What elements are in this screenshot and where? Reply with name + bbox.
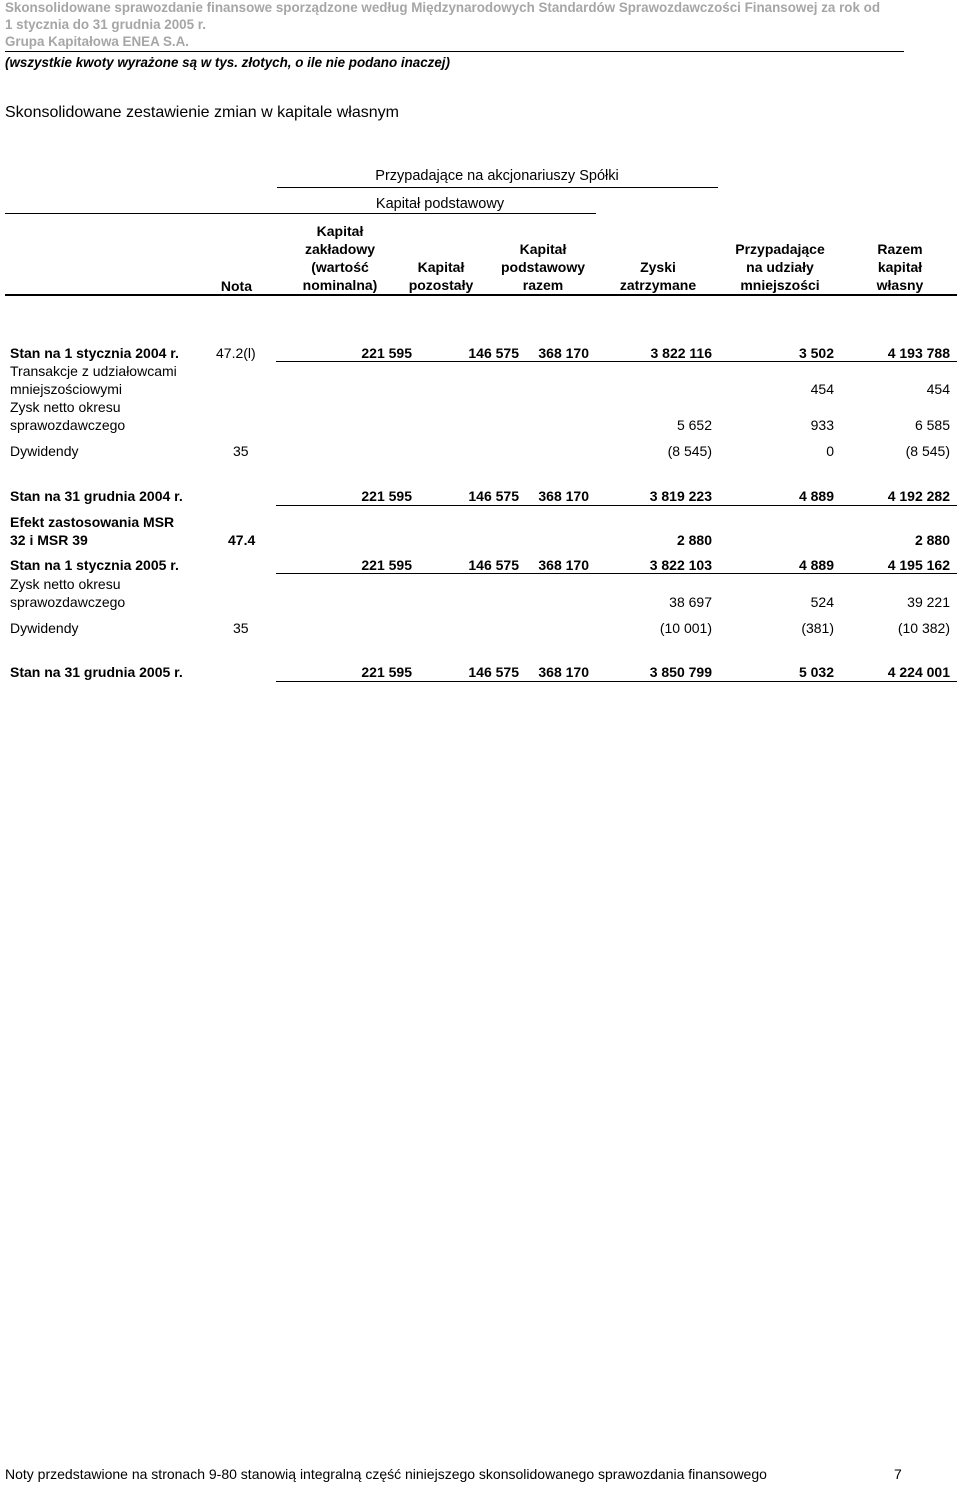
cell-retained-earnings: 3 819 223 bbox=[649, 488, 712, 504]
column-header-total-equity bbox=[855, 240, 945, 294]
column-header-divider bbox=[5, 294, 957, 296]
column-header-line: Zyski bbox=[640, 259, 676, 275]
row-label-balance-2004-12-31: Stan na 31 grudnia 2004 r. bbox=[10, 488, 183, 504]
page-footer-note: Noty przedstawione na stronach 9-80 stanowią integralną część niniejszego skonsolidowanego sprawozdania finansowego bbox=[5, 1466, 767, 1482]
row-label-ias32-ias39-effect bbox=[10, 513, 174, 549]
cell-total-equity: 2 880 bbox=[914, 532, 950, 548]
row-label-line: sprawozdawczego bbox=[10, 417, 126, 433]
column-header-line: mniejszości bbox=[740, 277, 820, 293]
cell-minority-interest: 5 032 bbox=[798, 664, 834, 680]
cell-minority-interest: (381) bbox=[801, 620, 834, 636]
document-header-line2: 1 stycznia do 31 grudnia 2005 r. bbox=[5, 17, 206, 32]
row-label-line: Efekt zastosowania MSR bbox=[10, 514, 175, 530]
cell-retained-earnings: 3 822 116 bbox=[650, 345, 712, 361]
row-label-net-profit-2004 bbox=[10, 398, 125, 434]
cell-retained-earnings: 3 822 103 bbox=[649, 557, 712, 573]
cell-retained-earnings: (8 545) bbox=[667, 443, 712, 459]
cell-minority-interest: 4 889 bbox=[798, 557, 834, 573]
cell-total-equity: (10 382) bbox=[897, 620, 950, 636]
column-header-share-capital-total bbox=[490, 240, 596, 294]
cell-minority-interest: 933 bbox=[810, 417, 834, 433]
cell-minority-interest: 4 889 bbox=[798, 488, 834, 504]
cell-share-capital-total: 368 170 bbox=[538, 345, 589, 361]
cell-total-equity: 6 585 bbox=[914, 417, 950, 433]
cell-retained-earnings: 3 850 799 bbox=[649, 664, 712, 680]
cell-other-capital: 146 575 bbox=[468, 557, 519, 573]
cell-retained-earnings: 38 697 bbox=[669, 594, 712, 610]
row-underline bbox=[276, 505, 957, 506]
cell-retained-earnings: 5 652 bbox=[676, 417, 712, 433]
cell-share-capital-nominal: 221 595 bbox=[361, 488, 412, 504]
column-header-line: Przypadające bbox=[735, 241, 825, 257]
row-nota: 47.4 bbox=[228, 532, 256, 548]
cell-share-capital-nominal: 221 595 bbox=[361, 557, 412, 573]
column-header-nota: Nota bbox=[220, 278, 252, 294]
cell-total-equity: 39 221 bbox=[907, 594, 950, 610]
cell-minority-interest: 3 502 bbox=[798, 345, 834, 361]
row-underline bbox=[276, 361, 957, 362]
cell-other-capital: 146 575 bbox=[468, 345, 519, 361]
row-underline bbox=[276, 573, 957, 574]
row-label-dividends-2005: Dywidendy bbox=[10, 620, 79, 636]
row-nota: 47.2(l) bbox=[216, 345, 256, 361]
cell-share-capital-nominal: 221 595 bbox=[361, 664, 412, 680]
cell-other-capital: 146 575 bbox=[468, 664, 519, 680]
company-name: Grupa Kapitałowa ENEA S.A. bbox=[5, 34, 190, 49]
row-label-line: 32 i MSR 39 bbox=[10, 532, 88, 548]
row-nota: 35 bbox=[233, 443, 249, 459]
column-header-line: Kapitał bbox=[519, 241, 567, 257]
cell-total-equity: 4 192 282 bbox=[887, 488, 950, 504]
row-label-line: sprawozdawczego bbox=[10, 594, 126, 610]
column-header-line: Kapitał bbox=[417, 259, 465, 275]
cell-retained-earnings: 2 880 bbox=[676, 532, 712, 548]
cell-minority-interest: 524 bbox=[810, 594, 834, 610]
column-header-share-capital-nominal bbox=[290, 222, 390, 294]
row-label-balance-2005-01-01: Stan na 1 stycznia 2005 r. bbox=[10, 557, 179, 573]
column-header-line: kapitał bbox=[877, 259, 923, 275]
page-title: Skonsolidowane zestawienie zmian w kapitale własnym bbox=[5, 104, 399, 121]
cell-total-equity: (8 545) bbox=[905, 443, 950, 459]
row-label-line: mniejszościowymi bbox=[10, 381, 123, 397]
column-header-line: (wartość bbox=[311, 259, 369, 275]
column-header-line: pozostały bbox=[408, 277, 474, 293]
row-label-line: Transakcje z udziałowcami bbox=[10, 363, 177, 379]
column-header-retained-earnings bbox=[610, 258, 706, 294]
row-nota: 35 bbox=[233, 620, 249, 636]
amounts-note: (wszystkie kwoty wyrażone są w tys. złotych, o ile nie podano inaczej) bbox=[5, 55, 450, 70]
column-header-minority-interest bbox=[720, 240, 840, 294]
column-header-line: zatrzymane bbox=[619, 277, 697, 293]
group-underline-shareholders bbox=[277, 187, 718, 188]
column-header-line: podstawowy bbox=[500, 259, 585, 275]
cell-other-capital: 146 575 bbox=[468, 488, 519, 504]
column-header-line: Razem bbox=[877, 241, 923, 257]
document-header-line1: Skonsolidowane sprawozdanie finansowe sporządzone według Międzynarodowych Standardów Sprawozdawczości Finansowej za rok od bbox=[5, 0, 881, 15]
cell-total-equity: 4 193 788 bbox=[887, 345, 950, 361]
row-label-net-profit-2005 bbox=[10, 575, 125, 611]
cell-total-equity: 4 224 001 bbox=[887, 664, 950, 680]
header-divider bbox=[5, 51, 904, 52]
row-label-line: Zysk netto okresu bbox=[10, 576, 121, 592]
column-header-other-capital bbox=[393, 258, 489, 294]
column-header-line: razem bbox=[522, 277, 564, 293]
row-label-line: Zysk netto okresu bbox=[10, 399, 121, 415]
column-header-line: własny bbox=[876, 277, 924, 293]
row-label-balance-2005-12-31: Stan na 31 grudnia 2005 r. bbox=[10, 664, 183, 680]
cell-share-capital-total: 368 170 bbox=[538, 488, 589, 504]
cell-share-capital-nominal: 221 595 bbox=[361, 345, 412, 361]
column-header-line: Kapitał bbox=[316, 223, 364, 239]
cell-minority-interest: 0 bbox=[826, 443, 834, 459]
group-underline-share-capital bbox=[5, 213, 596, 214]
column-header-line: zakładowy bbox=[304, 241, 376, 257]
column-header-line: na udziały bbox=[746, 259, 814, 275]
group-header-shareholders: Przypadające na akcjonariuszy Spółki bbox=[375, 168, 619, 184]
row-underline bbox=[276, 681, 957, 682]
cell-total-equity: 454 bbox=[926, 381, 950, 397]
row-label-dividends-2004: Dywidendy bbox=[10, 443, 79, 459]
column-header-line: nominalna) bbox=[302, 277, 378, 293]
row-label-minority-transactions bbox=[10, 362, 177, 398]
page-number: 7 bbox=[894, 1466, 902, 1482]
row-label-balance-2004-01-01: Stan na 1 stycznia 2004 r. bbox=[10, 345, 179, 361]
group-header-share-capital: Kapitał podstawowy bbox=[375, 196, 505, 212]
cell-retained-earnings: (10 001) bbox=[659, 620, 712, 636]
cell-minority-interest: 454 bbox=[810, 381, 834, 397]
cell-share-capital-total: 368 170 bbox=[538, 664, 589, 680]
cell-total-equity: 4 195 162 bbox=[887, 557, 950, 573]
cell-share-capital-total: 368 170 bbox=[538, 557, 589, 573]
